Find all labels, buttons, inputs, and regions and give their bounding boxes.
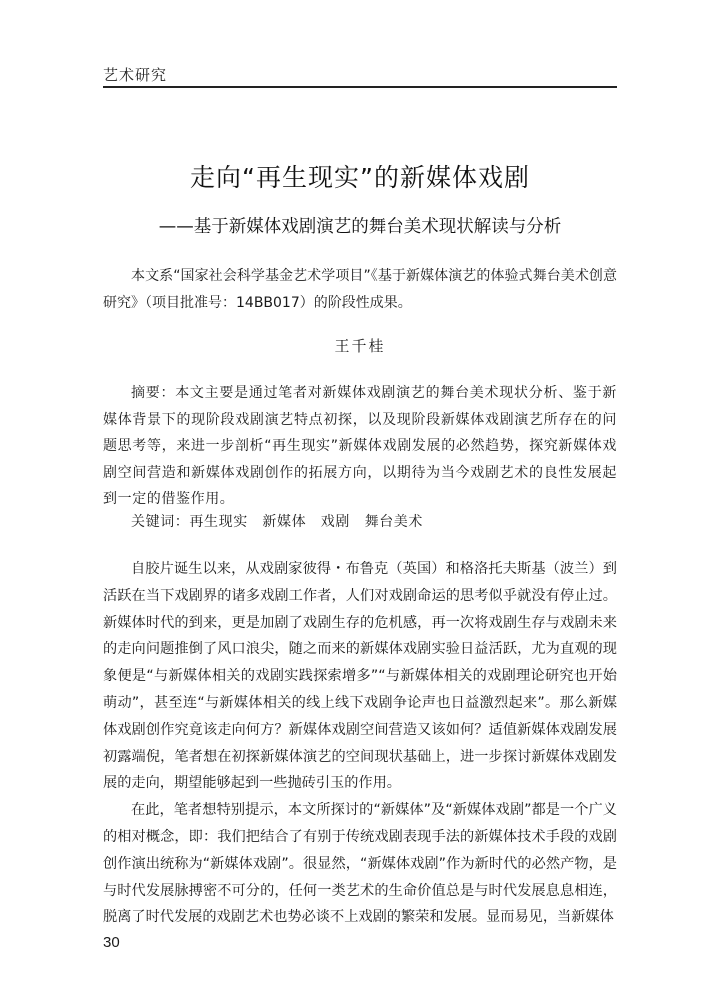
body-paragraph: 在此，笔者想特别提示，本文所探讨的“新媒体”及“新媒体戏剧”都是一个广义的相对概念，即：我们把结合了有别于传统戏剧表现手法的新媒体技术手段的戏剧创作演出统称为“新媒体戏剧”。很显然，“新媒体戏剧”作为新时代的必然产物，是与时代发展脉搏密不可分的，任何一类艺术的生命价值总是与时代发展息息相连，脱离了时代发展的戏剧艺术也势必谈不上戏剧的繁荣和发展。显而易见，当新媒体 <box>103 802 617 926</box>
article-subtitle: ——基于新媒体戏剧演艺的舞台美术现状解读与分析 <box>158 217 562 237</box>
header-rule <box>103 86 617 88</box>
article-title: 走向“再生现实”的新媒体戏剧 <box>190 163 530 192</box>
body-text <box>103 556 617 931</box>
author-name: 王千桂 <box>334 337 386 355</box>
funding-note: 本文系“国家社会科学基金艺术学项目”《基于新媒体演艺的体验式舞台美术创意研究》（项目批准号：14BB017）的阶段性成果。 <box>103 268 617 311</box>
keywords: 关键词：再生现实 新媒体 戏剧 舞台美术 <box>131 514 423 530</box>
page-number: 30 <box>103 934 120 951</box>
abstract: 摘要：本文主要是通过笔者对新媒体戏剧演艺的舞台美术现状分析、鉴于新媒体背景下的现阶段戏剧演艺特点初探，以及现阶段新媒体戏剧演艺所存在的问题思考等，来进一步剖析“再生现实”新媒体戏剧发展的必然趋势，探究新媒体戏剧空间营造和新媒体戏剧创作的拓展方向，以期待为当今戏剧艺术的良性发展起到一定的借鉴作用。 <box>103 385 617 507</box>
body-paragraph: 自胶片诞生以来，从戏剧家彼得・布鲁克（英国）和格洛托夫斯基（波兰）到活跃在当下戏剧界的诸多戏剧工作者，人们对戏剧命运的思考似乎就没有停止过。新媒体时代的到来，更是加剧了戏剧生存的危机感，再一次将戏剧生存与戏剧未来的走向问题推倒了风口浪尖，随之而来的新媒体戏剧实验日益活跃，尤为直观的现象便是“与新媒体相关的戏剧实践探索增多”“与新媒体相关的戏剧理论研究也开始萌动”，甚至连“与新媒体相关的线上线下戏剧争论声也日益激烈起来”。那么新媒体戏剧创作究竟该走向何方？新媒体戏剧空间营造又该如何？适值新媒体戏剧发展初露端倪，笔者想在初探新媒体演艺的空间现状基础上，进一步探讨新媒体戏剧发展的走向，期望能够起到一些抛砖引玉的作用。 <box>103 561 617 792</box>
running-head: 艺术研究 <box>103 66 168 84</box>
